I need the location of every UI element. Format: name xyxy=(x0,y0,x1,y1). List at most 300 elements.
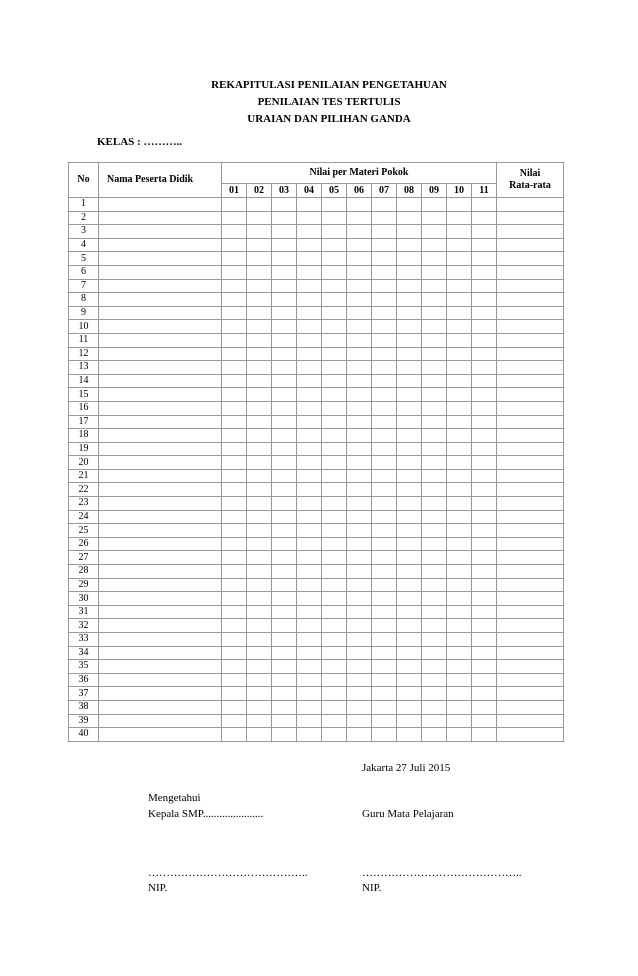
table-row xyxy=(69,578,564,592)
table-row xyxy=(69,293,564,307)
table-row xyxy=(69,469,564,483)
score-cell-06 xyxy=(347,687,372,701)
score-cell-02 xyxy=(247,673,272,687)
table-row xyxy=(69,728,564,742)
score-cell-05 xyxy=(322,469,347,483)
score-cell-04 xyxy=(297,728,322,742)
document-title-line3: URAIAN DAN PILIHAN GANDA xyxy=(247,113,411,125)
score-cell-07 xyxy=(372,700,397,714)
score-cell-10 xyxy=(447,306,472,320)
score-cell-05 xyxy=(322,565,347,579)
score-cell-08 xyxy=(397,252,422,266)
average-cell xyxy=(497,565,564,579)
score-cell-06 xyxy=(347,469,372,483)
score-cell-06 xyxy=(347,551,372,565)
score-cell-03 xyxy=(272,551,297,565)
student-name-cell xyxy=(99,265,222,279)
average-cell xyxy=(497,456,564,470)
score-cell-11 xyxy=(472,401,497,415)
score-cell-01 xyxy=(222,592,247,606)
score-cell-08 xyxy=(397,619,422,633)
table-row xyxy=(69,660,564,674)
score-cell-07 xyxy=(372,605,397,619)
score-cell-10 xyxy=(447,537,472,551)
score-cell-08 xyxy=(397,728,422,742)
document-title-line1: REKAPITULASI PENILAIAN PENGETAHUAN xyxy=(211,79,447,91)
score-cell-07 xyxy=(372,646,397,660)
header-average xyxy=(497,163,564,198)
score-cell-10 xyxy=(447,551,472,565)
score-cell-02 xyxy=(247,347,272,361)
row-number: 26 xyxy=(69,537,99,551)
score-cell-02 xyxy=(247,442,272,456)
score-cell-03 xyxy=(272,565,297,579)
student-name-cell xyxy=(99,238,222,252)
score-cell-11 xyxy=(472,347,497,361)
score-cell-05 xyxy=(322,497,347,511)
score-cell-05 xyxy=(322,429,347,443)
teacher-label: Guru Mata Pelajaran xyxy=(362,808,454,820)
score-cell-02 xyxy=(247,605,272,619)
score-cell-05 xyxy=(322,524,347,538)
average-cell xyxy=(497,401,564,415)
score-cell-04 xyxy=(297,660,322,674)
average-cell xyxy=(497,524,564,538)
score-cell-03 xyxy=(272,700,297,714)
table-row xyxy=(69,333,564,347)
score-cell-10 xyxy=(447,633,472,647)
table-row xyxy=(69,252,564,266)
row-number: 33 xyxy=(69,633,99,647)
score-cell-03 xyxy=(272,646,297,660)
score-cell-04 xyxy=(297,565,322,579)
student-name-cell xyxy=(99,497,222,511)
teacher-nip: NIP. xyxy=(362,882,382,894)
score-cell-07 xyxy=(372,714,397,728)
row-number: 40 xyxy=(69,728,99,742)
score-cell-07 xyxy=(372,456,397,470)
row-number: 9 xyxy=(69,306,99,320)
score-cell-11 xyxy=(472,361,497,375)
score-cell-03 xyxy=(272,279,297,293)
score-cell-05 xyxy=(322,510,347,524)
score-cell-02 xyxy=(247,225,272,239)
score-cell-08 xyxy=(397,497,422,511)
score-cell-06 xyxy=(347,619,372,633)
score-cell-02 xyxy=(247,578,272,592)
table-row xyxy=(69,306,564,320)
table-row xyxy=(69,700,564,714)
table-row xyxy=(69,429,564,443)
score-cell-10 xyxy=(447,700,472,714)
table-row xyxy=(69,565,564,579)
score-cell-04 xyxy=(297,537,322,551)
score-cell-05 xyxy=(322,361,347,375)
row-number: 5 xyxy=(69,252,99,266)
score-cell-04 xyxy=(297,320,322,334)
score-cell-07 xyxy=(372,238,397,252)
signature-date: Jakarta 27 Juli 2015 xyxy=(362,762,451,774)
score-cell-09 xyxy=(422,225,447,239)
score-cell-04 xyxy=(297,700,322,714)
score-cell-10 xyxy=(447,469,472,483)
score-cell-04 xyxy=(297,524,322,538)
score-cell-06 xyxy=(347,456,372,470)
student-name-cell xyxy=(99,619,222,633)
score-cell-07 xyxy=(372,469,397,483)
score-cell-04 xyxy=(297,279,322,293)
score-cell-07 xyxy=(372,442,397,456)
score-cell-06 xyxy=(347,401,372,415)
score-cell-11 xyxy=(472,211,497,225)
score-cell-02 xyxy=(247,429,272,443)
score-cell-01 xyxy=(222,279,247,293)
score-cell-05 xyxy=(322,537,347,551)
average-cell xyxy=(497,347,564,361)
student-name-cell xyxy=(99,333,222,347)
score-cell-03 xyxy=(272,198,297,212)
average-cell xyxy=(497,660,564,674)
score-cell-03 xyxy=(272,442,297,456)
score-cell-09 xyxy=(422,537,447,551)
score-cell-01 xyxy=(222,578,247,592)
score-cell-10 xyxy=(447,198,472,212)
score-cell-02 xyxy=(247,333,272,347)
average-cell xyxy=(497,673,564,687)
header-materi-05: 05 xyxy=(322,184,347,198)
score-cell-05 xyxy=(322,320,347,334)
average-cell xyxy=(497,483,564,497)
score-cell-01 xyxy=(222,442,247,456)
score-cell-05 xyxy=(322,401,347,415)
score-cell-03 xyxy=(272,429,297,443)
score-cell-08 xyxy=(397,415,422,429)
header-materi-group: Nilai per Materi Pokok xyxy=(222,163,497,184)
student-name-cell xyxy=(99,700,222,714)
row-number: 6 xyxy=(69,265,99,279)
score-cell-04 xyxy=(297,551,322,565)
row-number: 30 xyxy=(69,592,99,606)
score-cell-05 xyxy=(322,198,347,212)
score-cell-01 xyxy=(222,388,247,402)
score-cell-10 xyxy=(447,361,472,375)
score-cell-03 xyxy=(272,456,297,470)
header-materi-03: 03 xyxy=(272,184,297,198)
score-cell-07 xyxy=(372,252,397,266)
score-cell-06 xyxy=(347,442,372,456)
header-average-line1: Nilai xyxy=(519,168,541,179)
score-cell-11 xyxy=(472,728,497,742)
table-row xyxy=(69,619,564,633)
score-cell-04 xyxy=(297,619,322,633)
score-cell-11 xyxy=(472,633,497,647)
score-cell-03 xyxy=(272,306,297,320)
score-cell-07 xyxy=(372,293,397,307)
score-cell-08 xyxy=(397,320,422,334)
score-cell-11 xyxy=(472,374,497,388)
score-cell-10 xyxy=(447,225,472,239)
score-cell-11 xyxy=(472,306,497,320)
average-cell xyxy=(497,225,564,239)
average-cell xyxy=(497,469,564,483)
score-cell-03 xyxy=(272,415,297,429)
score-cell-08 xyxy=(397,361,422,375)
table-row xyxy=(69,347,564,361)
score-cell-06 xyxy=(347,347,372,361)
score-cell-08 xyxy=(397,225,422,239)
score-cell-08 xyxy=(397,265,422,279)
score-cell-04 xyxy=(297,592,322,606)
score-cell-11 xyxy=(472,565,497,579)
score-cell-08 xyxy=(397,238,422,252)
score-cell-10 xyxy=(447,347,472,361)
table-row xyxy=(69,265,564,279)
score-cell-03 xyxy=(272,469,297,483)
student-name-cell xyxy=(99,415,222,429)
student-name-cell xyxy=(99,198,222,212)
score-cell-09 xyxy=(422,333,447,347)
row-number: 18 xyxy=(69,429,99,443)
score-cell-11 xyxy=(472,714,497,728)
row-number: 11 xyxy=(69,333,99,347)
student-name-cell xyxy=(99,388,222,402)
score-cell-07 xyxy=(372,388,397,402)
score-cell-05 xyxy=(322,388,347,402)
score-cell-07 xyxy=(372,551,397,565)
table-row xyxy=(69,198,564,212)
score-cell-01 xyxy=(222,524,247,538)
score-cell-06 xyxy=(347,361,372,375)
score-cell-02 xyxy=(247,388,272,402)
student-name-cell xyxy=(99,605,222,619)
score-cell-08 xyxy=(397,483,422,497)
score-cell-08 xyxy=(397,211,422,225)
average-cell xyxy=(497,605,564,619)
score-cell-08 xyxy=(397,646,422,660)
score-cell-02 xyxy=(247,415,272,429)
student-name-cell xyxy=(99,537,222,551)
score-cell-02 xyxy=(247,401,272,415)
table-row xyxy=(69,225,564,239)
score-cell-07 xyxy=(372,660,397,674)
row-number: 16 xyxy=(69,401,99,415)
row-number: 39 xyxy=(69,714,99,728)
score-cell-04 xyxy=(297,429,322,443)
score-cell-03 xyxy=(272,333,297,347)
student-name-cell xyxy=(99,401,222,415)
score-cell-07 xyxy=(372,374,397,388)
score-cell-11 xyxy=(472,660,497,674)
score-cell-06 xyxy=(347,673,372,687)
score-cell-06 xyxy=(347,578,372,592)
score-cell-09 xyxy=(422,497,447,511)
score-cell-04 xyxy=(297,673,322,687)
score-cell-07 xyxy=(372,225,397,239)
score-cell-05 xyxy=(322,728,347,742)
score-cell-11 xyxy=(472,687,497,701)
average-cell xyxy=(497,265,564,279)
score-cell-08 xyxy=(397,673,422,687)
score-cell-10 xyxy=(447,592,472,606)
score-cell-03 xyxy=(272,687,297,701)
table-row xyxy=(69,605,564,619)
student-name-cell xyxy=(99,225,222,239)
student-name-cell xyxy=(99,578,222,592)
score-cell-04 xyxy=(297,198,322,212)
score-cell-09 xyxy=(422,442,447,456)
score-cell-01 xyxy=(222,497,247,511)
table-row xyxy=(69,279,564,293)
score-cell-02 xyxy=(247,714,272,728)
score-cell-02 xyxy=(247,565,272,579)
row-number: 23 xyxy=(69,497,99,511)
score-cell-09 xyxy=(422,592,447,606)
student-name-cell xyxy=(99,646,222,660)
score-cell-04 xyxy=(297,306,322,320)
teacher-signature-line: …………………………………….. xyxy=(362,867,522,879)
score-cell-04 xyxy=(297,211,322,225)
score-cell-02 xyxy=(247,687,272,701)
score-cell-06 xyxy=(347,429,372,443)
score-cell-09 xyxy=(422,347,447,361)
average-cell xyxy=(497,687,564,701)
average-cell xyxy=(497,279,564,293)
score-cell-01 xyxy=(222,456,247,470)
score-cell-10 xyxy=(447,714,472,728)
student-name-cell xyxy=(99,374,222,388)
row-number: 19 xyxy=(69,442,99,456)
principal-nip: NIP. xyxy=(148,882,168,894)
score-cell-08 xyxy=(397,293,422,307)
score-cell-05 xyxy=(322,265,347,279)
student-name-cell xyxy=(99,469,222,483)
score-cell-07 xyxy=(372,306,397,320)
score-cell-09 xyxy=(422,320,447,334)
table-row xyxy=(69,374,564,388)
score-cell-02 xyxy=(247,456,272,470)
score-cell-03 xyxy=(272,401,297,415)
score-cell-10 xyxy=(447,265,472,279)
score-cell-09 xyxy=(422,306,447,320)
row-number: 10 xyxy=(69,320,99,334)
score-cell-09 xyxy=(422,252,447,266)
score-cell-09 xyxy=(422,361,447,375)
score-cell-10 xyxy=(447,605,472,619)
table-row xyxy=(69,361,564,375)
student-name-cell xyxy=(99,456,222,470)
student-name-cell xyxy=(99,279,222,293)
table-row xyxy=(69,415,564,429)
score-cell-09 xyxy=(422,578,447,592)
score-cell-09 xyxy=(422,510,447,524)
table-row xyxy=(69,537,564,551)
score-cell-07 xyxy=(372,347,397,361)
score-cell-06 xyxy=(347,238,372,252)
average-cell xyxy=(497,442,564,456)
score-cell-06 xyxy=(347,374,372,388)
score-cell-07 xyxy=(372,524,397,538)
score-cell-07 xyxy=(372,265,397,279)
score-cell-03 xyxy=(272,619,297,633)
score-cell-09 xyxy=(422,687,447,701)
score-cell-03 xyxy=(272,374,297,388)
score-cell-07 xyxy=(372,578,397,592)
score-cell-05 xyxy=(322,225,347,239)
score-cell-10 xyxy=(447,565,472,579)
score-cell-09 xyxy=(422,524,447,538)
score-cell-09 xyxy=(422,401,447,415)
score-cell-09 xyxy=(422,429,447,443)
row-number: 14 xyxy=(69,374,99,388)
row-number: 28 xyxy=(69,565,99,579)
score-cell-11 xyxy=(472,578,497,592)
score-cell-03 xyxy=(272,238,297,252)
score-cell-03 xyxy=(272,252,297,266)
score-cell-10 xyxy=(447,673,472,687)
score-cell-03 xyxy=(272,524,297,538)
score-cell-11 xyxy=(472,456,497,470)
score-cell-11 xyxy=(472,469,497,483)
score-cell-11 xyxy=(472,252,497,266)
score-cell-02 xyxy=(247,361,272,375)
score-cell-07 xyxy=(372,537,397,551)
score-cell-07 xyxy=(372,619,397,633)
score-cell-06 xyxy=(347,198,372,212)
table-row xyxy=(69,456,564,470)
score-cell-09 xyxy=(422,646,447,660)
average-cell xyxy=(497,252,564,266)
score-cell-01 xyxy=(222,361,247,375)
score-cell-07 xyxy=(372,497,397,511)
score-cell-09 xyxy=(422,293,447,307)
score-cell-02 xyxy=(247,238,272,252)
table-row xyxy=(69,401,564,415)
student-name-cell xyxy=(99,687,222,701)
score-cell-01 xyxy=(222,469,247,483)
score-cell-07 xyxy=(372,279,397,293)
table-row xyxy=(69,388,564,402)
row-number: 3 xyxy=(69,225,99,239)
score-cell-11 xyxy=(472,483,497,497)
table-row xyxy=(69,714,564,728)
score-cell-01 xyxy=(222,333,247,347)
score-cell-06 xyxy=(347,320,372,334)
score-cell-10 xyxy=(447,660,472,674)
score-cell-04 xyxy=(297,497,322,511)
header-materi-11: 11 xyxy=(472,184,497,198)
table-row xyxy=(69,483,564,497)
row-number: 15 xyxy=(69,388,99,402)
score-cell-05 xyxy=(322,483,347,497)
score-cell-07 xyxy=(372,673,397,687)
score-cell-03 xyxy=(272,320,297,334)
score-cell-01 xyxy=(222,429,247,443)
score-cell-06 xyxy=(347,306,372,320)
score-cell-08 xyxy=(397,605,422,619)
student-name-cell xyxy=(99,592,222,606)
row-number: 37 xyxy=(69,687,99,701)
score-cell-08 xyxy=(397,551,422,565)
score-cell-06 xyxy=(347,483,372,497)
score-cell-10 xyxy=(447,238,472,252)
score-cell-09 xyxy=(422,469,447,483)
student-name-cell xyxy=(99,673,222,687)
score-cell-01 xyxy=(222,265,247,279)
score-cell-08 xyxy=(397,456,422,470)
score-cell-07 xyxy=(372,728,397,742)
score-cell-03 xyxy=(272,265,297,279)
score-cell-09 xyxy=(422,714,447,728)
